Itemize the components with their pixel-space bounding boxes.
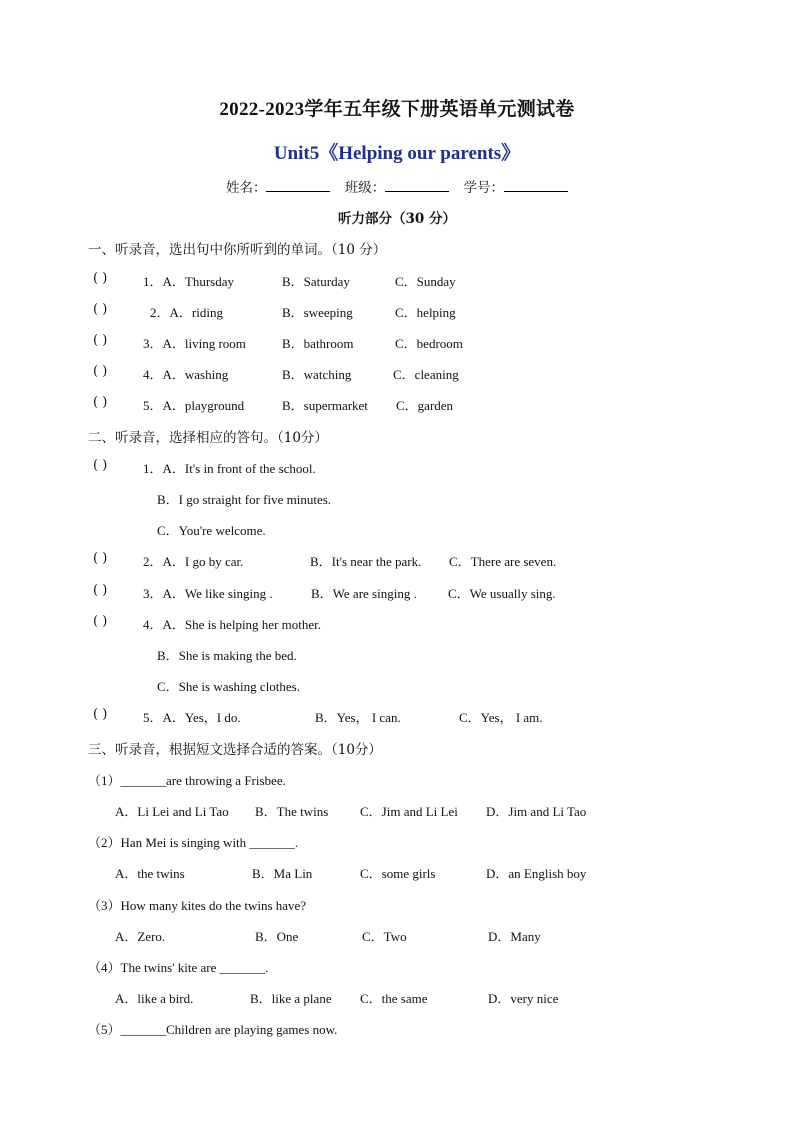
s3-q5-stem: （5）_______Children are playing games now.: [88, 1022, 338, 1037]
class-blank[interactable]: [385, 179, 449, 192]
s2-q1-option-b: B．I go straight for five minutes.: [157, 492, 332, 507]
s2-q5-option-a: 5．A．Yes，I do.: [143, 710, 241, 725]
page-title: 2022-2023学年五年级下册英语单元测试卷: [219, 99, 575, 120]
id-label: 学号：: [463, 180, 505, 196]
answer-paren: ( ): [93, 707, 108, 722]
class-label: 班级：: [344, 180, 386, 196]
s3-q3-option-d: D．Many: [488, 929, 541, 944]
s2-q3-option-b: B．We are singing .: [311, 586, 417, 601]
s3-q3-option-b: B．One: [255, 929, 299, 944]
answer-paren: ( ): [93, 302, 108, 317]
s2-q4-option-b: B．She is making the bed.: [157, 648, 297, 663]
answer-paren: ( ): [93, 271, 108, 286]
s2-q4-option-c: C．She is washing clothes.: [157, 679, 300, 694]
s2-q2-option-a: 2．A．I go by car.: [143, 554, 244, 569]
answer-paren: ( ): [93, 551, 108, 566]
s3-q4-option-d: D．very nice: [488, 991, 559, 1006]
s1-q4-option-a: 4．A．washing: [143, 367, 229, 382]
s3-q1-option-b: B．The twins: [255, 804, 329, 819]
s1-q4-option-b: B．watching: [282, 367, 352, 382]
answer-paren: ( ): [93, 614, 108, 629]
s3-q2-stem: （2）Han Mei is singing with _______.: [88, 835, 299, 850]
s2-q1-option-c: C．You're welcome.: [157, 523, 266, 538]
s3-q1-stem: （1）_______are throwing a Frisbee.: [88, 773, 286, 788]
s2-q1-option-a: 1．A．It's in front of the school.: [143, 461, 316, 476]
s1-q1-option-b: B．Saturday: [282, 274, 350, 289]
s3-q4-stem: （4）The twins' kite are _______.: [88, 960, 269, 975]
s3-q2-option-d: D．an English boy: [486, 866, 587, 881]
s2-q2-option-b: B．It's near the park.: [310, 554, 422, 569]
s3-q4-option-c: C．the same: [360, 991, 428, 1006]
s1-q5-option-c: C．garden: [396, 398, 454, 413]
answer-paren: ( ): [93, 395, 108, 410]
s3-q1-option-d: D．Jim and Li Tao: [486, 804, 587, 819]
s3-q1-option-c: C．Jim and Li Lei: [360, 804, 458, 819]
s1-q1-option-c: C．Sunday: [395, 274, 456, 289]
name-label: 姓名：: [225, 180, 267, 196]
s3-q3-option-a: A．Zero.: [115, 929, 166, 944]
s1-q2-option-b: B．sweeping: [282, 305, 353, 320]
s3-q2-option-b: B．Ma Lin: [252, 866, 313, 881]
page-subtitle: Unit5《Helping our parents》: [273, 143, 521, 164]
s1-q1-option-a: 1．A．Thursday: [143, 274, 234, 289]
name-blank[interactable]: [266, 179, 330, 192]
s1-q2-option-c: C．helping: [395, 305, 456, 320]
student-info-row: [0, 176, 794, 196]
s3-q4-option-a: A．like a bird.: [115, 991, 194, 1006]
s1-q5-option-b: B．supermarket: [282, 398, 368, 413]
s3-q1-option-a: A．Li Lei and Li Tao: [115, 804, 229, 819]
s1-q3-option-a: 3．A．living room: [143, 336, 246, 351]
s2-q5-option-b: B．Yes， I can.: [315, 710, 401, 725]
s1-q3-option-c: C．bedroom: [395, 336, 463, 351]
section2-heading: 二、听录音，选择相应的答句。（10分）: [88, 430, 328, 446]
section1-heading: 一、听录音，选出句中你所听到的单词。（10 分）: [88, 242, 387, 258]
answer-paren: ( ): [93, 583, 108, 598]
id-blank[interactable]: [504, 179, 568, 192]
s1-q4-option-c: C．cleaning: [393, 367, 459, 382]
s2-q5-option-c: C．Yes， I am.: [459, 710, 543, 725]
s3-q3-option-c: C．Two: [362, 929, 407, 944]
answer-paren: ( ): [93, 458, 108, 473]
listening-part-title: 听力部分（30 分）: [338, 211, 456, 227]
answer-paren: ( ): [93, 333, 108, 348]
answer-paren: ( ): [93, 364, 108, 379]
s2-q2-option-c: C．There are seven.: [449, 554, 557, 569]
s1-q2-option-a: 2．A．riding: [150, 305, 223, 320]
s1-q5-option-a: 5．A．playground: [143, 398, 245, 413]
s3-q4-option-b: B．like a plane: [250, 991, 332, 1006]
s3-q2-option-a: A．the twins: [115, 866, 185, 881]
s1-q3-option-b: B．bathroom: [282, 336, 354, 351]
s2-q3-option-c: C．We usually sing.: [448, 586, 556, 601]
s2-q4-option-a: 4．A．She is helping her mother.: [143, 617, 322, 632]
section3-heading: 三、听录音，根据短文选择合适的答案。（10分）: [88, 742, 382, 758]
s3-q2-option-c: C．some girls: [360, 866, 436, 881]
s3-q3-stem: （3）How many kites do the twins have?: [88, 898, 307, 913]
s2-q3-option-a: 3．A．We like singing .: [143, 586, 273, 601]
